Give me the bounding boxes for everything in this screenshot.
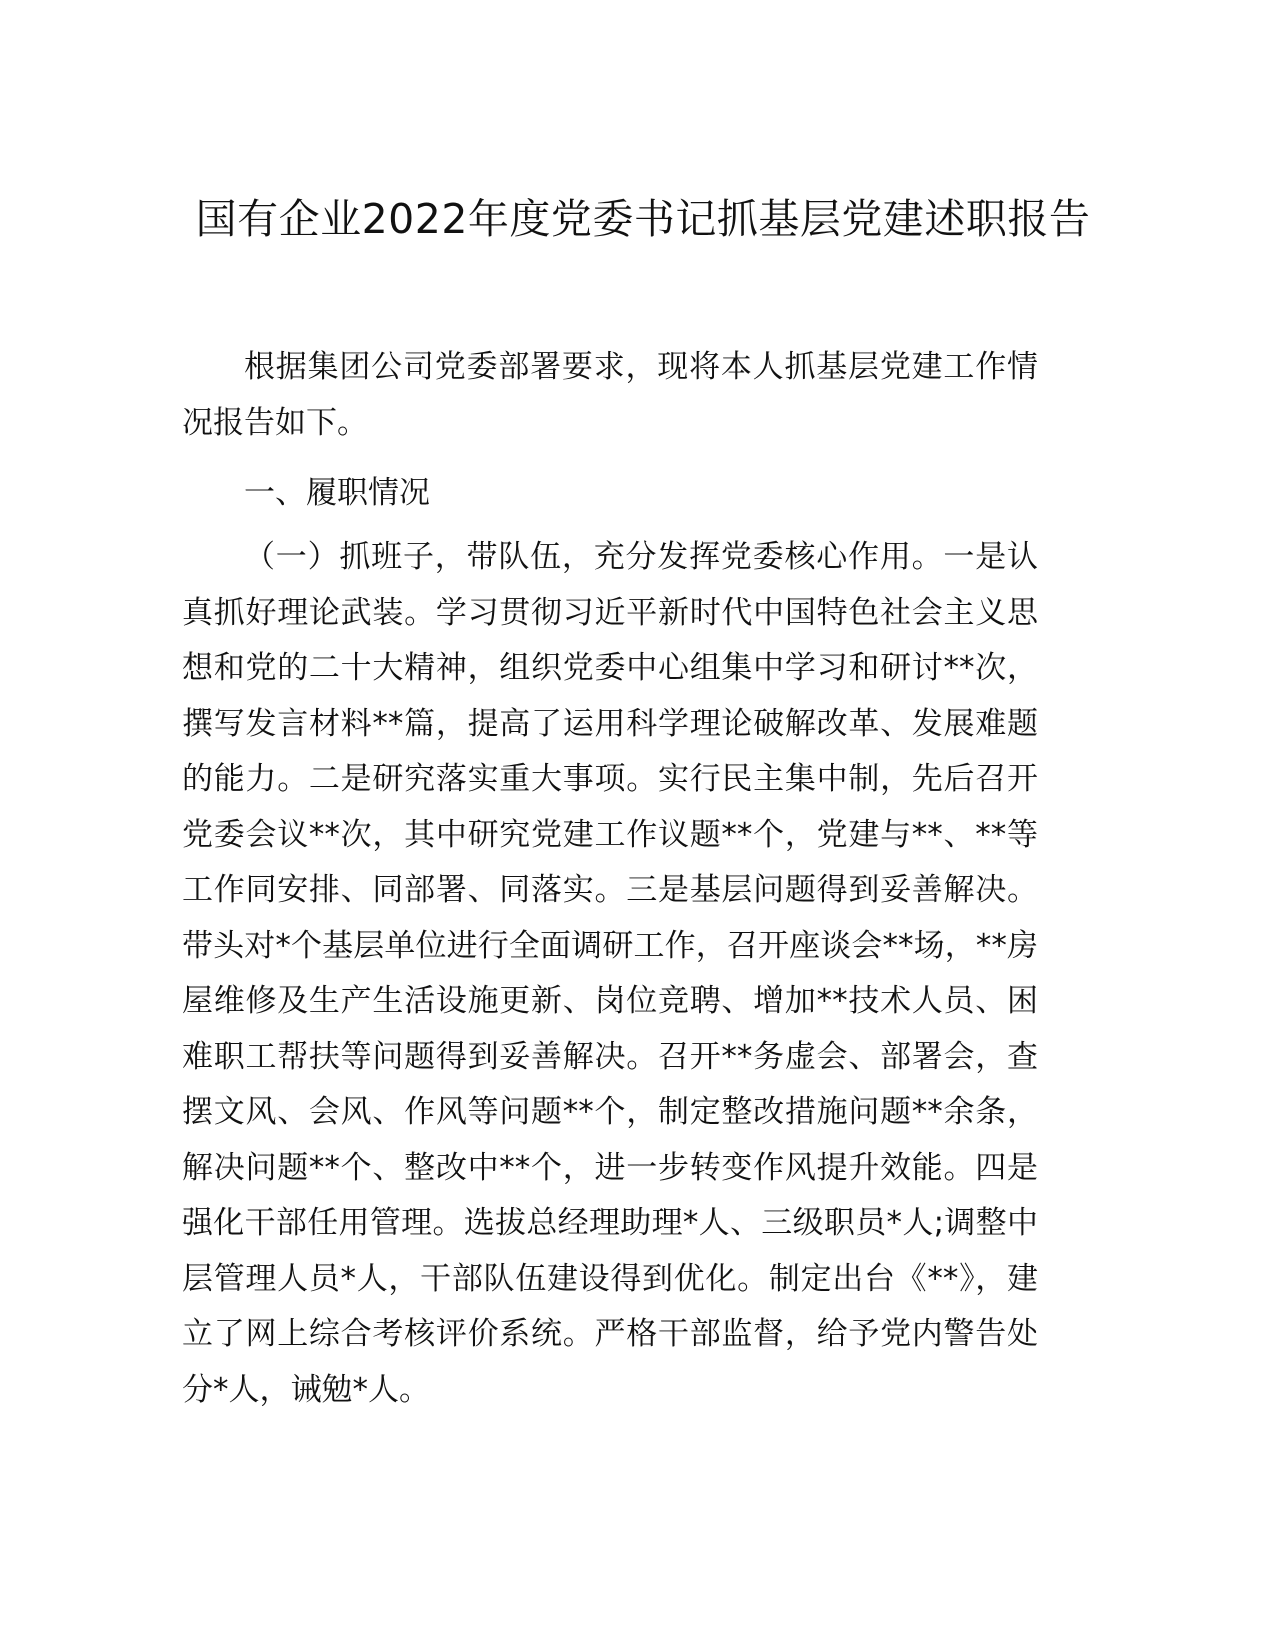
document-title: 国有企业2022年度党委书记抓基层党建述职报告 [195,195,1091,243]
body-paragraph: （一）抓班子，带队伍，充分发挥党委核心作用。一是认真抓好理论武装。学习贯彻习近平新时代中国特色社会主义思想和党的二十大精神，组织党委中心组集中学习和研讨**次，撰写发言材料**篇，提高了运用科学理论破解改革、发展难题的能力。二是研究落实重大事项。实行民主集中制，先后召开党委会议**次，其中研究党建工作议题**个，党建与**、**等工作同安排、同部署、同落实。三是基层问题得到妥善解决。带头对*个基层单位进行全面调研工作，召开座谈会**场，**房屋维修及生产生活设施更新、岗位竞聘、增加**技术人员、困难职工帮扶等问题得到妥善解决。召开**务虚会、部署会，查摆文风、会风、作风等问题**个，制定整改措施问题**余条，解决问题**个、整改中**个，进一步转变作风提升效能。四是强化干部任用管理。选拔总经理助理*人、三级职员*人;调整中层管理人员*人，干部队伍建设得到优化。制定出台《**》，建立了网上综合考核评价系统。严格干部监督，给予党内警告处分*人，诫勉*人。 [182,539,1038,1408]
section-heading: 一、履职情况 [244,475,430,511]
intro-paragraph: 根据集团公司党委部署要求，现将本人抓基层党建工作情况报告如下。 [182,349,1038,441]
